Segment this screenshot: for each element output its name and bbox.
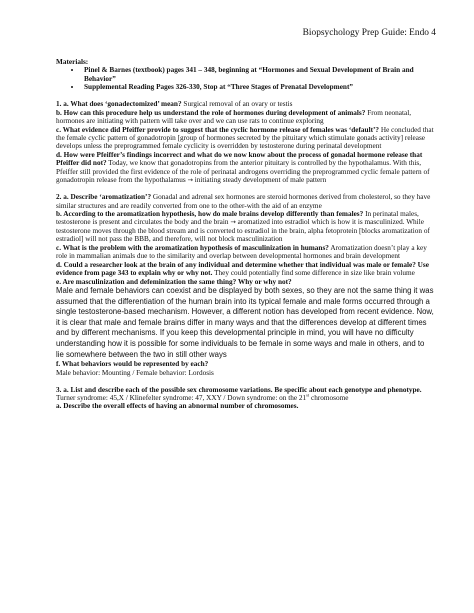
answer-text: aromatized into estradiol which is how it is masculinized. While testosterone moves through the blood stream and is converted to estradiol in the brain, alpha fetoprotein [blocks aromatization of estradiol] will not pass the BBB, and therefore, will not block masculinization	[56, 218, 430, 244]
question-1d	[56, 151, 434, 185]
document-body	[56, 58, 434, 411]
answer-text: initiating steady development of male pattern	[194, 176, 327, 185]
question-text: 3. a. List and describe each of the possible sex chromosome variations. Be specific about each genotype and phenotype.	[56, 385, 422, 394]
materials-item: • Supplemental Reading Pages 326-330, Stop at “Three Stages of Prenatal Development”	[82, 83, 434, 91]
answer-text: Surgical removal of an ovary or testis	[183, 100, 293, 109]
question-text: e. Are masculinization and defeminization the same thing? Why or why not?	[56, 277, 292, 286]
question-text: f. What behaviors would be represented by each?	[56, 360, 209, 369]
answer-text: Turner syndrome: 45,X / Klinefelter syndrome: 47, XXY / Down syndrome: on the 21st chromosome	[56, 392, 349, 403]
materials-list	[56, 66, 434, 91]
question-2c	[56, 244, 434, 261]
question-2b	[56, 210, 434, 244]
page-header: Biopsychology Prep Guide: Endo 4	[302, 28, 436, 38]
answer-text: From neonatal, hormones are initiating with pattern will take over and we can use rats to continue exploring	[56, 108, 412, 126]
question-text: 2. a. Describe ‘aromatization’?	[56, 193, 152, 202]
answer-text: Gonadal and adrenal sex hormones are steroid hormones derived from cholesterol, so they have similar structures and are readily converted from one to the other-with the aid of an enzyme	[56, 193, 431, 210]
question-2f	[56, 360, 434, 368]
answer-text: In perinatal males, testosterone is present and circulates the body and the brain	[56, 210, 419, 227]
arrow-icon: →	[187, 176, 193, 185]
question-text: a. Describe the overall effects of having an abnormal number of chromosomes.	[56, 402, 299, 411]
question-2a	[56, 193, 434, 210]
question-1b	[56, 109, 434, 126]
question-text: d. Could a researcher look at the brain of any individual and determine whether that individual was male or female? Use evidence from page 343 to explain why or why not.	[56, 260, 429, 278]
question-text: c. What is the problem with the aromatization hypothesis of masculinization in humans?	[56, 243, 329, 252]
question-1c	[56, 126, 434, 151]
answer-text: He concluded that the female cyclic pattern of gonadotropin [group of hormones secreted by the pituitary which stimulate gonads activity] release develops unless the preprogrammed female cyclicity is overridden by testosterone during perinatal development	[56, 125, 434, 151]
question-text: c. What evidence did Pfeiffer provide to suggest that the cyclic hormone release of females was ‘default’?	[56, 125, 380, 134]
question-text: b. According to the aromatization hypothesis, how do male brains develop differently than females?	[56, 210, 364, 219]
question-3a	[56, 386, 434, 394]
arrow-icon: →	[230, 218, 236, 227]
answer-text: Male behavior: Mounting / Female behavior: Lordosis	[56, 368, 214, 377]
answer-text: Male and female behaviors can coexist and be displayed by both sexes, so they are not the same thing it was assumed that the differentiation of the human brain into its typical female and male forms occurred through a single testosterone-based mechanism. However, a different notion has developed from recent evidence. Now, it is clear that male and female brains differ in many ways and that the differences develop at different times and by different mechanisms. If you keep this developmental principle in mind, you will have no difficulty understanding how it is possible for some individuals to be female in some ways and male in others, and to lie somewhere between the two in still other ways	[56, 286, 434, 359]
question-text: b. How can this procedure help us understand the role of hormones during development of animals?	[56, 108, 366, 117]
answer-text: They could potentially find some difference in size like brain volume	[214, 269, 415, 278]
question-2d	[56, 261, 434, 278]
question-1a	[56, 100, 434, 108]
materials-title: Materials:	[56, 58, 89, 66]
question-2e	[56, 278, 434, 286]
materials-item: • Pinel & Barnes (textbook) pages 341 – 348, beginning at “Hormones and Sexual Development of Brain and Behavior”	[82, 66, 434, 83]
question-text: 1. a. What does ‘gonadectomized’ mean?	[56, 100, 182, 109]
question-text: d. How were Pfeiffer’s findings incorrect and what do we now know about the process of gonadal hormone release that Pfeiffer did not?	[56, 150, 423, 168]
question-3b	[56, 402, 434, 410]
answer-text: Aromatization doesn’t play a key role in mammalian animals due to the similarity and overlap between developmental hormones and brain development	[56, 243, 427, 261]
answer-text: Today, we know that gonadotropins from the anterior pituitary is controlled by the hypothalamus. With this, Pfeiffer still provided the first evidence of the role of perinatal androgens overriding the preprogrammed cyclic female pattern of gonadotropin release from the hypothalamus	[56, 159, 430, 185]
